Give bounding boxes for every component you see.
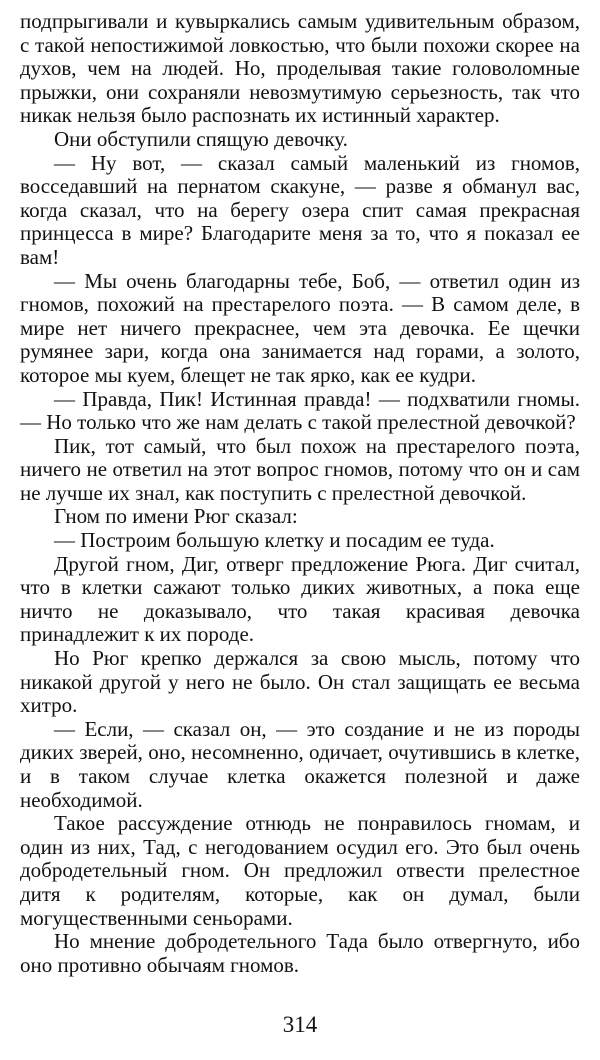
paragraph-11: — Если, — сказал он, — это создание и не из породы диких зверей, оно, несомненно, одичает, очутившись в клетке, и в таком случае клетка окажется полезной и даже необходимой. [20, 716, 580, 812]
paragraph-13: Но мнение добродетельного Тада было отвергнуто, ибо оно противно обычаям гномов. [20, 929, 580, 977]
paragraph-9: Другой гном, Диг, отверг предложение Рюга. Диг считал, что в клетки сажают только диких животных, а пока еще ничто не доказывало, что такая красивая девочка принадлежит к их породе. [20, 551, 580, 647]
page-number: 314 [282, 1012, 318, 1037]
paragraph-8: — Построим большую клетку и посадим ее туда. [54, 528, 495, 553]
paragraph-3: — Ну вот, — сказал самый маленький из гномов, восседавший на пернатом скакуне, — разве я обманул вас, когда сказал, что на берегу озера спит самая прекрасная принцесса в мире? Благодарите меня за то, что я показал ее вам! [20, 150, 580, 269]
paragraph-2: Они обступили спящую девочку. [54, 126, 348, 151]
paragraph-4: — Мы очень благодарны тебе, Боб, — ответил один из гномов, похожий на престарелого поэта. — В самом деле, в мире нет ничего прекраснее, чем эта девочка. Ее щечки румянее зари, когда она занимается над горами, а золото, которое мы куем, блещет не так ярко, как ее кудри. [20, 268, 580, 387]
page-body [20, 10, 580, 977]
paragraph-5: — Правда, Пик! Истинная правда! — подхватили гномы. — Но только что же нам делать с такой прелестной девочкой? [20, 386, 580, 435]
paragraph-6: Пик, тот самый, что был похож на престарелого поэта, ничего не ответил на этот вопрос гномов, потому что он и сам не лучше их знал, как поступить с прелестной девочкой. [20, 433, 580, 505]
paragraph-7: Гном по имени Рюг сказал: [54, 504, 298, 529]
paragraph-12: Такое рассуждение отнюдь не понравилось гномам, и один из них, Тад, с негодованием осудил его. Это был очень добродетельный гном. Он предложил отвести прелестное дитя к родителям, которые, как он думал, были могущественными сеньорами. [20, 811, 580, 930]
paragraph-1: подпрыгивали и кувыркались самым удивительным образом, с такой непостижимой ловкостью, что были похожи скорее на духов, чем на людей. Но, проделывая такие головоломные прыжки, они сохраняли невозмутимую серьезность, так что никак нельзя было распознать их истинный характер. [20, 9, 580, 128]
paragraph-10: Но Рюг крепко держался за свою мысль, потому что никакой другой у него не было. Он стал защищать ее весьма хитро. [20, 646, 580, 718]
